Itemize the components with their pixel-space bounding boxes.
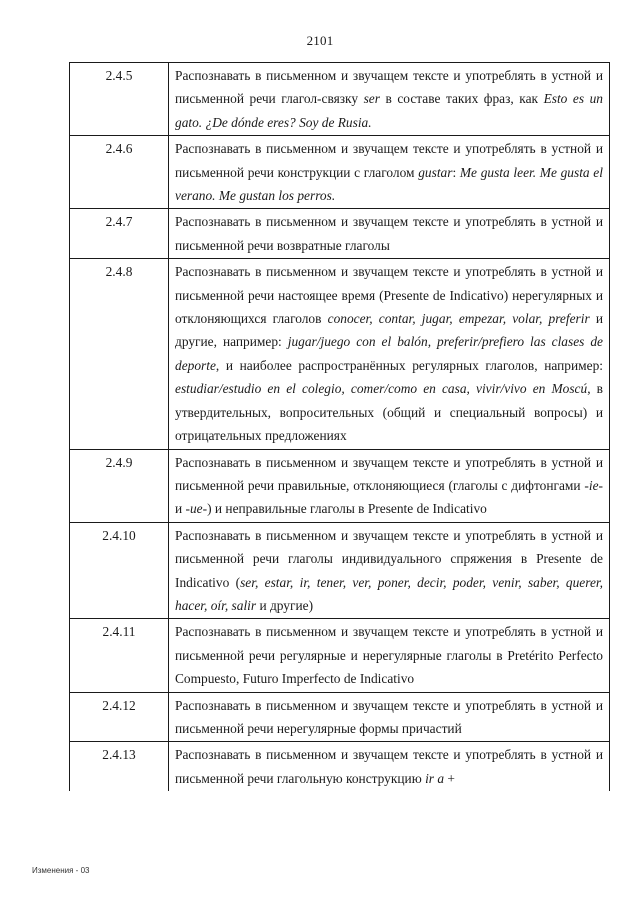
italic-example: -ie- (584, 477, 603, 493)
item-description (169, 692, 610, 742)
item-number: 2.4.5 (70, 63, 169, 136)
table-row (70, 742, 610, 791)
item-number: 2.4.8 (70, 259, 169, 449)
item-number: 2.4.10 (70, 522, 169, 619)
italic-example: -ue- (185, 501, 208, 517)
item-description (169, 742, 610, 791)
text-fragment: ) и неправильные глаголы в Presente de Indicativo (207, 501, 487, 517)
italic-example: estudiar/estudio en el colegio, comer/como en casa, vivir/vivo en Moscú (175, 381, 588, 397)
table-row (70, 209, 610, 259)
item-description (169, 209, 610, 259)
text-fragment: Распознавать в письменном и звучащем тексте и употреблять в устной и письменной речи регулярные и нерегулярные глаголы в Pretérito Perfecto Compuesto, Futuro Imperfecto de Indicativo (175, 624, 603, 687)
page-number: 2101 (306, 33, 334, 48)
item-number: 2.4.12 (70, 692, 169, 742)
italic-example: ir a (425, 770, 445, 786)
item-number: 2.4.7 (70, 209, 169, 259)
text-fragment: Распознавать в письменном и звучащем тексте и употреблять в устной и письменной речи нерегулярные формы причастий (175, 697, 603, 736)
item-number: 2.4.9 (70, 449, 169, 522)
table-row (70, 259, 610, 449)
table-row (70, 63, 610, 136)
table-row (70, 619, 610, 692)
text-fragment: и (175, 501, 186, 517)
italic-example: ser, estar, ir, tener, ver, poner, decir, poder, venir, saber, querer, hacer, oír, salir (175, 574, 603, 613)
text-fragment: Распознавать в письменном и звучащем тексте и употреблять в устной и письменной речи правильные, отклоняющиеся (глаголы с дифтонгами (175, 454, 603, 493)
text-fragment: Распознавать в письменном и звучащем тексте и употреблять в устной и письменной речи настоящее время (Presente de Indicativo) нерегулярных и отклоняющихся глаголов (175, 264, 603, 327)
italic-example: ser (363, 91, 380, 107)
item-description (169, 136, 610, 209)
table-row (70, 692, 610, 742)
requirements-table-body (70, 63, 610, 792)
text-fragment: Распознавать в письменном и звучащем тексте и употреблять в устной и письменной речи возвратные глаголы (175, 214, 603, 253)
table-row (70, 449, 610, 522)
text-fragment: и другие, например: (175, 311, 604, 350)
italic-example: conocer, contar, jugar, empezar, volar, preferir (327, 311, 590, 327)
text-fragment: , и наиболее распространённых регулярных глаголов, например: (215, 357, 603, 373)
italic-example: Esto es un gato. ¿De dónde eres? Soy de Rusia. (175, 91, 603, 130)
italic-example: Me gusta leer. Me gusta el verano. Me gustan los perros. (175, 164, 603, 204)
text-fragment: : (452, 164, 460, 180)
item-description (169, 63, 610, 136)
text-fragment: и другие) (256, 597, 314, 613)
item-description (169, 449, 610, 522)
text-fragment: Распознавать в письменном и звучащем тексте и употреблять в устной и письменной речи конструкции с глаголом (175, 141, 603, 180)
text-fragment: + (444, 770, 455, 786)
text-fragment: в составе таких фраз, как (379, 91, 544, 107)
table-row (70, 136, 610, 209)
item-description (169, 522, 610, 619)
item-number: 2.4.13 (70, 742, 169, 791)
item-number: 2.4.6 (70, 136, 169, 209)
italic-example: jugar/juego con el balón, preferir/prefiero las clases de deporte (175, 334, 603, 373)
text-fragment: , в утвердительных, вопросительных (общий и специальный вопросы) и отрицательных предложениях (175, 381, 603, 444)
item-description (169, 259, 610, 449)
text-fragment: Распознавать в письменном и звучащем тексте и употреблять в устной и письменной речи глагольную конструкцию (175, 747, 603, 786)
requirements-table (69, 62, 610, 791)
table-row (70, 522, 610, 619)
text-fragment: Распознавать в письменном и звучащем тексте и употреблять в устной и письменной речи глаголы индивидуального спряжения в Presente de Indicativo ( (175, 527, 603, 590)
footer-revision-note: Изменения - 03 (32, 866, 90, 875)
item-number: 2.4.11 (70, 619, 169, 692)
text-fragment: Распознавать в письменном и звучащем тексте и употреблять в устной и письменной речи глагол-связку (175, 68, 603, 107)
item-description (169, 619, 610, 692)
italic-example: gustar (418, 164, 453, 180)
